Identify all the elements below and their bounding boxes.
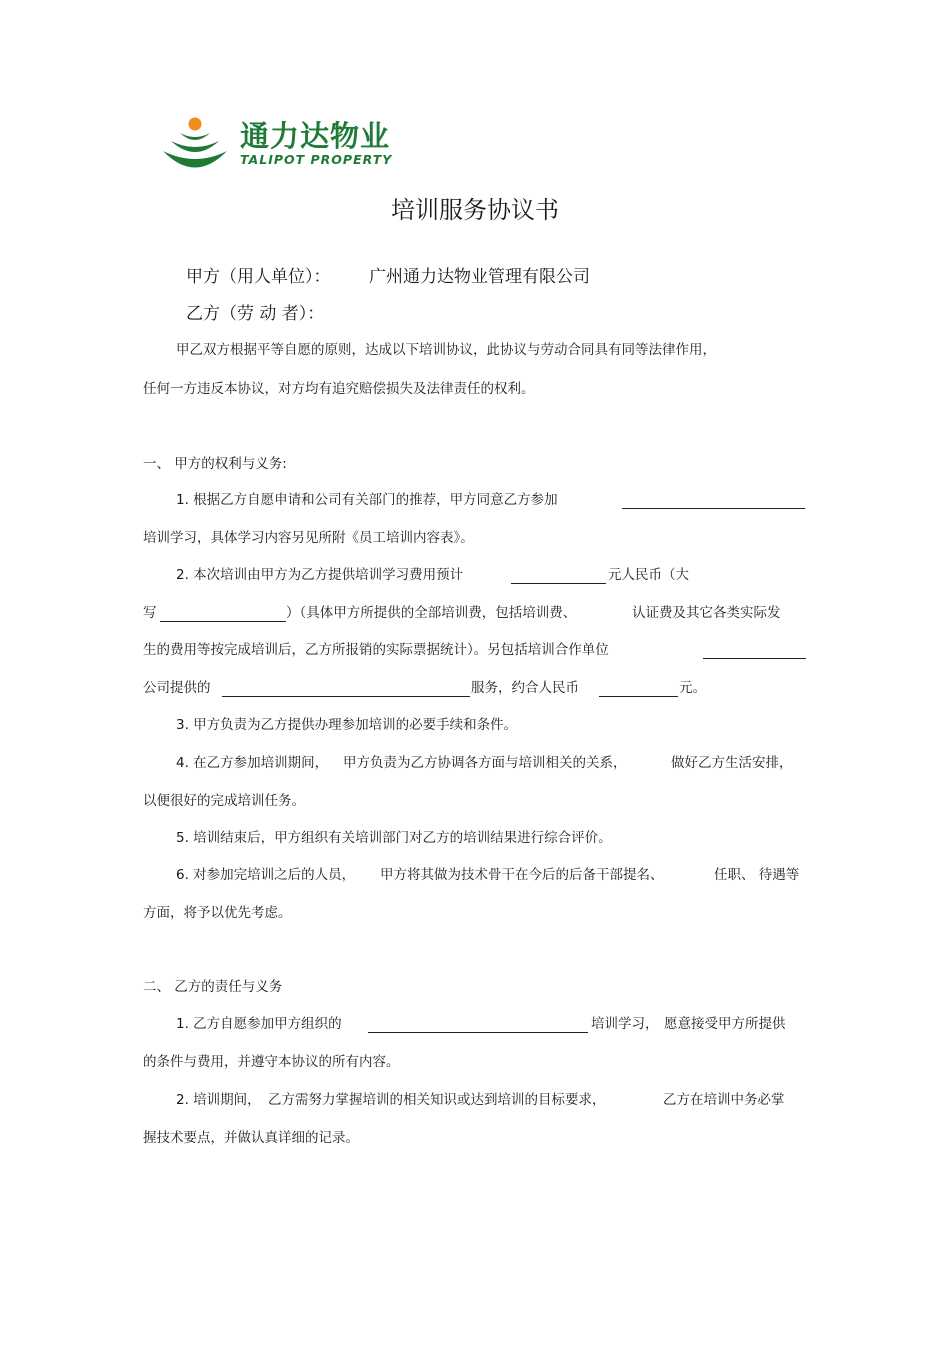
s1-item2-unit: 元人民币（大 [608, 567, 689, 583]
brand-name-en: TALIPOT PROPERTY [240, 152, 393, 167]
s1-item2-company: 公司提供的 [143, 680, 211, 696]
s1-item1-text: 1. 根据乙方自愿申请和公司有关部门的推荐，甲方同意乙方参加 [176, 492, 558, 508]
party-a-label: 甲方（用人单位）： [186, 267, 331, 287]
s1-item1-text-cont: 培训学习，具体学习内容另见所附《员工培训内容表》。 [143, 530, 474, 546]
training-organized-blank[interactable] [368, 1032, 588, 1033]
s1-item2-detail: ）（具体甲方所提供的全部培训费，包括培训费、 [286, 605, 577, 621]
s1-item4-text-4: 以便很好的完成培训任务。 [143, 793, 305, 809]
s2-item1-text-4: 的条件与费用，并遵守本协议的所有内容。 [143, 1054, 400, 1070]
s1-item2-detail-3: 生的费用等按完成培训后，乙方所报销的实际票据统计）。另包括培训合作单位 [143, 642, 609, 658]
s1-item2-detail-2: 认证费及其它各类实际发 [632, 605, 781, 621]
s1-item4-text-2: 甲方负责为乙方协调各方面与培训相关的关系， [343, 755, 627, 771]
amount-in-words-blank[interactable] [160, 621, 286, 622]
partner-service-blank[interactable] [222, 696, 470, 697]
s2-item2-text-2: 乙方需努力掌握培训的相关知识或达到培训的目标要求， [268, 1092, 606, 1108]
s1-item2-text: 2. 本次培训由甲方为乙方提供培训学习费用预计 [176, 567, 464, 583]
section-1-heading: 一、 甲方的权利与义务: [143, 456, 287, 472]
intro-line-2: 任何一方违反本协议，对方均有追究赔偿损失及法律责任的权利。 [143, 381, 535, 397]
document-title: 培训服务协议书 [391, 196, 559, 224]
intro-line-1: 甲乙双方根据平等自愿的原则，达成以下培训协议，此协议与劳动合同具有同等法律作用， [176, 342, 716, 358]
s2-item2-text-3: 乙方在培训中务必掌 [663, 1092, 785, 1108]
s2-item1-text: 1. 乙方自愿参加甲方组织的 [176, 1016, 342, 1032]
brand-name-cn: 通力达物业 [240, 119, 391, 153]
s1-item4-text: 4. 在乙方参加培训期间， [176, 755, 329, 771]
s2-item2-text: 2. 培训期间， [176, 1092, 261, 1108]
s1-item3-text: 3. 甲方负责为乙方提供办理参加培训的必要手续和条件。 [176, 717, 518, 733]
s1-item6-text-2: 甲方将其做为技术骨干在今后的后备干部提名、 [380, 867, 664, 883]
s1-item6-text: 6. 对参加完培训之后的人员， [176, 867, 356, 883]
s2-item1-text-2: 培训学习， [591, 1016, 659, 1032]
party-b-label: 乙方（劳 动 者）： [186, 304, 325, 324]
party-a-value: 广州通力达物业管理有限公司 [369, 267, 590, 287]
s1-item2-write: 写 [143, 605, 157, 621]
s1-item4-text-3: 做好乙方生活安排， [671, 755, 793, 771]
s2-item2-text-4: 握技术要点，并做认真详细的记录。 [143, 1130, 359, 1146]
s1-item6-text-3: 任职、 待遇等 [714, 867, 800, 883]
s1-item2-service: 服务，约合人民币 [471, 680, 579, 696]
s2-item1-text-3: 愿意接受甲方所提供 [664, 1016, 786, 1032]
training-program-blank[interactable] [622, 508, 805, 509]
s1-item6-text-4: 方面，将予以优先考虑。 [143, 905, 292, 921]
partner-amount-blank[interactable] [599, 696, 678, 697]
section-2-heading: 二、 乙方的责任与义务 [143, 979, 283, 995]
s1-item2-yuan: 元。 [679, 680, 706, 696]
talipot-logo-icon [160, 116, 230, 178]
partner-unit-blank[interactable] [703, 658, 806, 659]
training-cost-blank[interactable] [511, 583, 606, 584]
s1-item5-text: 5. 培训结束后，甲方组织有关培训部门对乙方的培训结果进行综合评价。 [176, 830, 612, 846]
